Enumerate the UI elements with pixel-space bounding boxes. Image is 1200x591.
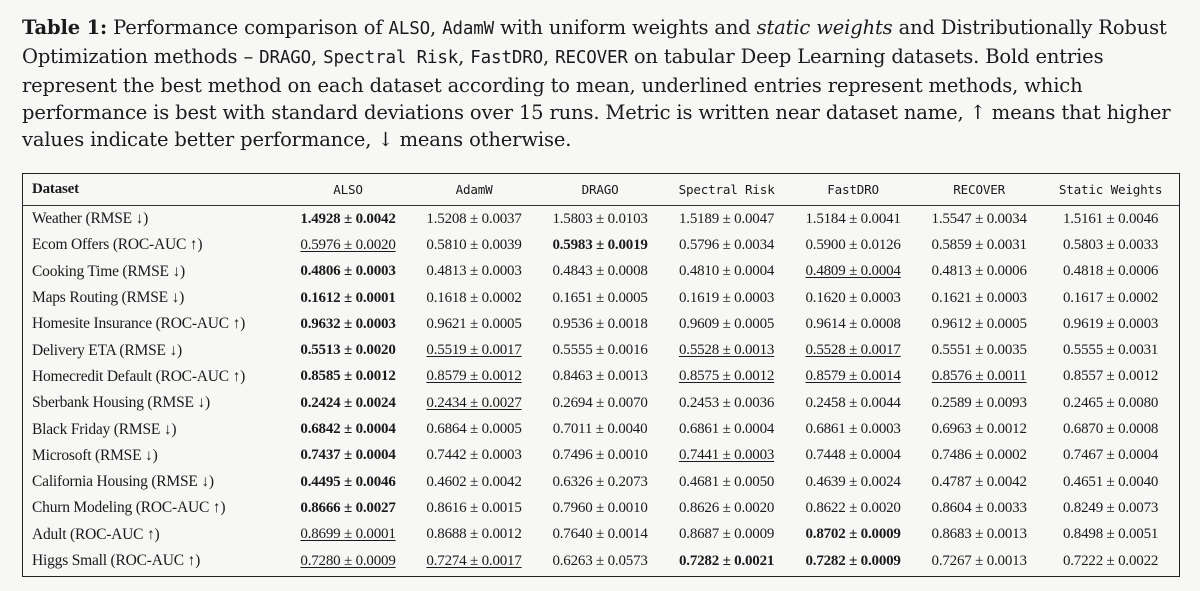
- result-cell: [285, 311, 411, 337]
- table-row: [23, 548, 1179, 574]
- caption-segment: ,: [311, 45, 324, 68]
- result-value: 0.2424 ± 0.0024: [300, 394, 396, 411]
- dataset-name-cell: Maps Routing (RMSE ↓): [32, 289, 185, 307]
- result-cell: [790, 548, 916, 574]
- result-cell: [537, 548, 663, 574]
- result-value: 0.7960 ± 0.0010: [552, 499, 648, 516]
- result-value: 1.5547 ± 0.0034: [931, 210, 1027, 227]
- result-cell: [537, 206, 663, 233]
- caption-segment: and Distributionally Robust Optimization methods –: [22, 16, 1167, 68]
- result-value: 0.5528 ± 0.0017: [805, 342, 901, 359]
- result-value: 0.4639 ± 0.0024: [805, 473, 901, 490]
- table-body: [23, 206, 1179, 575]
- result-value: 0.6263 ± 0.0573: [552, 552, 648, 569]
- results-table-frame: [22, 173, 1180, 577]
- result-cell: [411, 495, 537, 521]
- result-cell: [537, 337, 663, 363]
- result-cell: [285, 495, 411, 521]
- caption-segment: ,: [430, 16, 443, 39]
- result-value: 0.9609 ± 0.0005: [678, 315, 775, 332]
- caption-label: Table 1:: [22, 16, 108, 39]
- result-cell: [1042, 548, 1179, 574]
- result-cell: [916, 416, 1042, 442]
- dataset-name-cell: California Housing (RMSE ↓): [32, 473, 214, 491]
- result-value: 0.8699 ± 0.0001: [300, 526, 396, 543]
- column-header: AdamW: [411, 174, 537, 206]
- result-cell: [411, 285, 537, 311]
- dataset-name-cell: Microsoft (RMSE ↓): [32, 446, 158, 464]
- result-cell: [411, 390, 537, 416]
- result-cell: [790, 443, 916, 469]
- result-value: 0.7486 ± 0.0002: [931, 447, 1027, 464]
- result-cell: [285, 259, 411, 285]
- result-cell: [285, 232, 411, 258]
- result-cell: [663, 285, 790, 311]
- result-value: 1.5189 ± 0.0047: [678, 210, 775, 227]
- result-cell: [285, 522, 411, 548]
- result-cell: [537, 364, 663, 390]
- result-value: 0.8604 ± 0.0033: [931, 499, 1027, 516]
- result-cell: [916, 232, 1042, 258]
- result-value: 1.5208 ± 0.0037: [426, 210, 522, 227]
- result-cell: [537, 495, 663, 521]
- table-row: [23, 390, 1179, 416]
- result-cell: [916, 469, 1042, 495]
- result-cell: [285, 364, 411, 390]
- result-value: 0.6326 ± 0.2073: [552, 473, 648, 490]
- result-value: 0.5859 ± 0.0031: [931, 236, 1027, 253]
- caption-segment: ,: [542, 45, 556, 68]
- result-cell: [663, 469, 790, 495]
- result-cell: [1042, 469, 1179, 495]
- table-row: [23, 259, 1179, 285]
- result-value: 0.4495 ± 0.0046: [300, 473, 396, 490]
- column-header: RECOVER: [916, 174, 1042, 206]
- result-value: 0.5519 ± 0.0017: [426, 342, 522, 359]
- result-value: 0.8622 ± 0.0020: [805, 499, 901, 516]
- result-value: 0.5796 ± 0.0034: [678, 236, 775, 253]
- dataset-name-cell: Delivery ETA (RMSE ↓): [32, 341, 182, 359]
- result-value: 0.5551 ± 0.0035: [931, 342, 1027, 359]
- caption-segment: static weights: [756, 16, 893, 39]
- result-cell: [1042, 259, 1179, 285]
- result-cell: [1042, 206, 1179, 233]
- result-cell: [916, 390, 1042, 416]
- result-value: 0.7282 ± 0.0021: [678, 552, 775, 569]
- dataset-name-cell: Sberbank Housing (RMSE ↓): [32, 394, 210, 412]
- caption-segment: DRAGO: [259, 48, 312, 68]
- table-row: [23, 443, 1179, 469]
- result-value: 0.7011 ± 0.0040: [552, 421, 648, 438]
- result-value: 0.7496 ± 0.0010: [552, 447, 648, 464]
- result-cell: [916, 337, 1042, 363]
- result-value: 0.1651 ± 0.0005: [552, 289, 648, 306]
- result-cell: [537, 443, 663, 469]
- result-value: 0.8557 ± 0.0012: [1062, 368, 1159, 385]
- result-value: 0.6870 ± 0.0008: [1062, 421, 1159, 438]
- result-value: 0.8688 ± 0.0012: [426, 526, 522, 543]
- result-cell: [790, 469, 916, 495]
- result-value: 0.8702 ± 0.0009: [805, 526, 901, 543]
- result-value: 0.5976 ± 0.0020: [300, 236, 396, 253]
- result-value: 0.2458 ± 0.0044: [805, 394, 901, 411]
- caption-segment: RECOVER: [555, 48, 628, 68]
- result-value: 0.1618 ± 0.0002: [426, 289, 522, 306]
- result-cell: [916, 364, 1042, 390]
- result-value: 0.7640 ± 0.0014: [552, 526, 648, 543]
- table-row: [23, 364, 1179, 390]
- result-value: 0.2465 ± 0.0080: [1062, 394, 1159, 411]
- result-value: 0.5810 ± 0.0039: [426, 236, 522, 253]
- dataset-name-cell: Churn Modeling (ROC-AUC ↑): [32, 499, 226, 517]
- result-value: 1.5803 ± 0.0103: [552, 210, 648, 227]
- result-cell: [411, 522, 537, 548]
- result-cell: [790, 337, 916, 363]
- result-value: 0.4813 ± 0.0006: [931, 263, 1027, 280]
- result-cell: [663, 548, 790, 574]
- result-value: 0.9614 ± 0.0008: [805, 315, 901, 332]
- result-value: 0.9619 ± 0.0003: [1062, 315, 1159, 332]
- result-cell: [663, 311, 790, 337]
- result-cell: [790, 232, 916, 258]
- result-cell: [285, 285, 411, 311]
- result-cell: [663, 337, 790, 363]
- result-value: 0.2453 ± 0.0036: [678, 394, 775, 411]
- result-value: 0.9536 ± 0.0018: [552, 315, 648, 332]
- table-row: [23, 416, 1179, 442]
- result-cell: [537, 416, 663, 442]
- result-value: 0.8463 ± 0.0013: [552, 368, 648, 385]
- caption-segment: FastDRO: [470, 48, 543, 68]
- result-cell: [285, 206, 411, 233]
- result-value: 0.1617 ± 0.0002: [1062, 289, 1159, 306]
- result-cell: [790, 206, 916, 233]
- result-value: 0.9621 ± 0.0005: [426, 315, 522, 332]
- table-row: [23, 311, 1179, 337]
- column-header: Static Weights: [1042, 174, 1179, 206]
- result-value: 0.7280 ± 0.0009: [300, 552, 396, 569]
- result-value: 0.5900 ± 0.0126: [805, 236, 901, 253]
- result-value: 0.7274 ± 0.0017: [426, 552, 522, 569]
- result-cell: [1042, 495, 1179, 521]
- result-value: 1.5184 ± 0.0041: [805, 210, 901, 227]
- result-cell: [537, 285, 663, 311]
- result-value: 0.8616 ± 0.0015: [426, 499, 522, 516]
- result-cell: [411, 548, 537, 574]
- result-value: 0.7442 ± 0.0003: [426, 447, 522, 464]
- result-value: 0.5803 ± 0.0033: [1062, 236, 1159, 253]
- result-value: 0.5528 ± 0.0013: [678, 342, 775, 359]
- table-caption: [22, 14, 1182, 153]
- result-cell: [411, 311, 537, 337]
- result-cell: [916, 311, 1042, 337]
- result-cell: [1042, 311, 1179, 337]
- result-cell: [790, 416, 916, 442]
- result-value: 0.8687 ± 0.0009: [678, 526, 775, 543]
- result-value: 0.4787 ± 0.0042: [931, 473, 1027, 490]
- result-cell: [1042, 285, 1179, 311]
- result-cell: [537, 311, 663, 337]
- result-cell: [411, 364, 537, 390]
- result-value: 1.4928 ± 0.0042: [300, 210, 396, 227]
- dataset-name-cell: Higgs Small (ROC-AUC ↑): [32, 552, 201, 569]
- dataset-name-cell: Homecredit Default (ROC-AUC ↑): [32, 367, 246, 385]
- result-cell: [663, 443, 790, 469]
- dataset-name-cell: Cooking Time (RMSE ↓): [32, 262, 185, 280]
- dataset-name-cell: Weather (RMSE ↓): [32, 210, 149, 228]
- result-cell: [916, 285, 1042, 311]
- result-value: 0.4681 ± 0.0050: [678, 473, 775, 490]
- result-value: 0.2694 ± 0.0070: [552, 394, 648, 411]
- result-value: 0.8498 ± 0.0051: [1062, 526, 1159, 543]
- result-value: 0.4843 ± 0.0008: [552, 263, 648, 280]
- dataset-name-cell: Black Friday (RMSE ↓): [32, 420, 177, 438]
- result-cell: [916, 495, 1042, 521]
- result-cell: [663, 390, 790, 416]
- result-cell: [663, 416, 790, 442]
- result-value: 0.5513 ± 0.0020: [300, 342, 396, 359]
- result-cell: [411, 443, 537, 469]
- result-cell: [790, 285, 916, 311]
- dataset-name-cell: Homesite Insurance (ROC-AUC ↑): [32, 315, 246, 333]
- result-cell: [537, 522, 663, 548]
- result-cell: [285, 548, 411, 574]
- result-value: 0.1621 ± 0.0003: [931, 289, 1027, 306]
- result-cell: [916, 548, 1042, 574]
- result-cell: [411, 337, 537, 363]
- result-cell: [790, 522, 916, 548]
- table-row: [23, 495, 1179, 521]
- result-value: 0.6861 ± 0.0004: [678, 421, 775, 438]
- result-cell: [1042, 364, 1179, 390]
- table-row: [23, 522, 1179, 548]
- result-value: 0.8585 ± 0.0012: [300, 368, 396, 385]
- result-cell: [663, 232, 790, 258]
- result-value: 0.8626 ± 0.0020: [678, 499, 775, 516]
- result-value: 0.4810 ± 0.0004: [678, 263, 775, 280]
- result-value: 0.4813 ± 0.0003: [426, 263, 522, 280]
- caption-segment: with uniform weights and: [494, 16, 757, 39]
- result-value: 0.2434 ± 0.0027: [426, 394, 522, 411]
- result-cell: [1042, 443, 1179, 469]
- column-header: Spectral Risk: [663, 174, 790, 206]
- result-cell: [537, 232, 663, 258]
- result-value: 0.4818 ± 0.0006: [1062, 263, 1159, 280]
- result-value: 0.8249 ± 0.0073: [1062, 499, 1159, 516]
- result-cell: [1042, 232, 1179, 258]
- result-cell: [663, 522, 790, 548]
- result-value: 0.5555 ± 0.0016: [552, 342, 648, 359]
- result-cell: [537, 390, 663, 416]
- result-cell: [285, 390, 411, 416]
- result-value: 0.1619 ± 0.0003: [678, 289, 775, 306]
- result-value: 0.4809 ± 0.0004: [805, 263, 901, 280]
- result-value: 0.7222 ± 0.0022: [1062, 552, 1159, 569]
- result-cell: [663, 206, 790, 233]
- table-row: [23, 285, 1179, 311]
- result-value: 0.7467 ± 0.0004: [1062, 447, 1159, 464]
- dataset-name-cell: Ecom Offers (ROC-AUC ↑): [32, 236, 203, 254]
- result-value: 0.8576 ± 0.0011: [931, 368, 1027, 385]
- result-cell: [790, 364, 916, 390]
- column-header: FastDRO: [790, 174, 916, 206]
- result-value: 0.7437 ± 0.0004: [300, 447, 396, 464]
- result-value: 0.2589 ± 0.0093: [931, 394, 1027, 411]
- result-cell: [411, 469, 537, 495]
- result-value: 0.8683 ± 0.0013: [931, 526, 1027, 543]
- result-value: 0.1620 ± 0.0003: [805, 289, 901, 306]
- result-value: 0.7282 ± 0.0009: [805, 552, 901, 569]
- result-cell: [663, 364, 790, 390]
- result-cell: [537, 259, 663, 285]
- table-row: [23, 337, 1179, 363]
- result-cell: [663, 495, 790, 521]
- result-cell: [537, 469, 663, 495]
- result-cell: [790, 390, 916, 416]
- result-value: 0.8579 ± 0.0014: [805, 368, 901, 385]
- result-cell: [1042, 337, 1179, 363]
- result-cell: [411, 259, 537, 285]
- result-cell: [790, 311, 916, 337]
- result-cell: [916, 259, 1042, 285]
- result-value: 0.8579 ± 0.0012: [426, 368, 522, 385]
- table-row: [23, 232, 1179, 258]
- result-value: 0.9612 ± 0.0005: [931, 315, 1027, 332]
- result-value: 0.6842 ± 0.0004: [300, 421, 396, 438]
- caption-segment: ALSO: [388, 19, 431, 39]
- result-value: 0.4602 ± 0.0042: [426, 473, 522, 490]
- caption-segment: Performance comparison of: [113, 16, 389, 39]
- result-value: 0.1612 ± 0.0001: [300, 289, 396, 306]
- result-value: 0.6864 ± 0.0005: [426, 421, 522, 438]
- table-row: [23, 206, 1179, 233]
- result-cell: [1042, 522, 1179, 548]
- result-cell: [790, 259, 916, 285]
- caption-segment: on tabular Deep Learning datasets. Bold entries represent the best method on each dataset according to mean, underlined entries represent methods, which performance is best with standard deviations over 15 runs. Metric is written near dataset name, ↑ means that higher values indicate better performance, ↓ means otherwise.: [22, 45, 1171, 151]
- caption-segment: Spectral Risk: [323, 48, 459, 68]
- table-row: [23, 469, 1179, 495]
- result-cell: [285, 416, 411, 442]
- caption-text: [22, 16, 1170, 151]
- result-value: 0.7448 ± 0.0004: [805, 447, 901, 464]
- result-value: 0.5983 ± 0.0019: [552, 236, 648, 253]
- result-cell: [411, 416, 537, 442]
- result-value: 0.5555 ± 0.0031: [1062, 342, 1159, 359]
- caption-segment: ,: [458, 45, 471, 68]
- result-cell: [411, 232, 537, 258]
- result-cell: [916, 206, 1042, 233]
- result-cell: [1042, 390, 1179, 416]
- column-header: DRAGO: [537, 174, 663, 206]
- result-cell: [285, 443, 411, 469]
- result-value: 0.6963 ± 0.0012: [931, 421, 1027, 438]
- caption-segment: AdamW: [442, 19, 495, 39]
- result-cell: [1042, 416, 1179, 442]
- result-value: 0.6861 ± 0.0003: [805, 421, 901, 438]
- result-cell: [790, 495, 916, 521]
- result-value: 0.7441 ± 0.0003: [678, 447, 775, 464]
- result-value: 0.4651 ± 0.0040: [1062, 473, 1159, 490]
- results-table: [23, 174, 1179, 574]
- result-cell: [916, 443, 1042, 469]
- result-cell: [916, 522, 1042, 548]
- result-cell: [663, 259, 790, 285]
- result-cell: [285, 337, 411, 363]
- dataset-name-cell: Adult (ROC-AUC ↑): [32, 525, 160, 543]
- result-value: 1.5161 ± 0.0046: [1062, 210, 1159, 227]
- result-value: 0.9632 ± 0.0003: [300, 315, 396, 332]
- result-cell: [285, 469, 411, 495]
- column-header: Dataset: [23, 174, 285, 206]
- table-header-row: [23, 174, 1179, 206]
- result-value: 0.8666 ± 0.0027: [300, 499, 396, 516]
- result-value: 0.8575 ± 0.0012: [678, 368, 775, 385]
- result-value: 0.4806 ± 0.0003: [300, 263, 396, 280]
- column-header: ALSO: [285, 174, 411, 206]
- result-value: 0.7267 ± 0.0013: [931, 552, 1027, 569]
- result-cell: [411, 206, 537, 233]
